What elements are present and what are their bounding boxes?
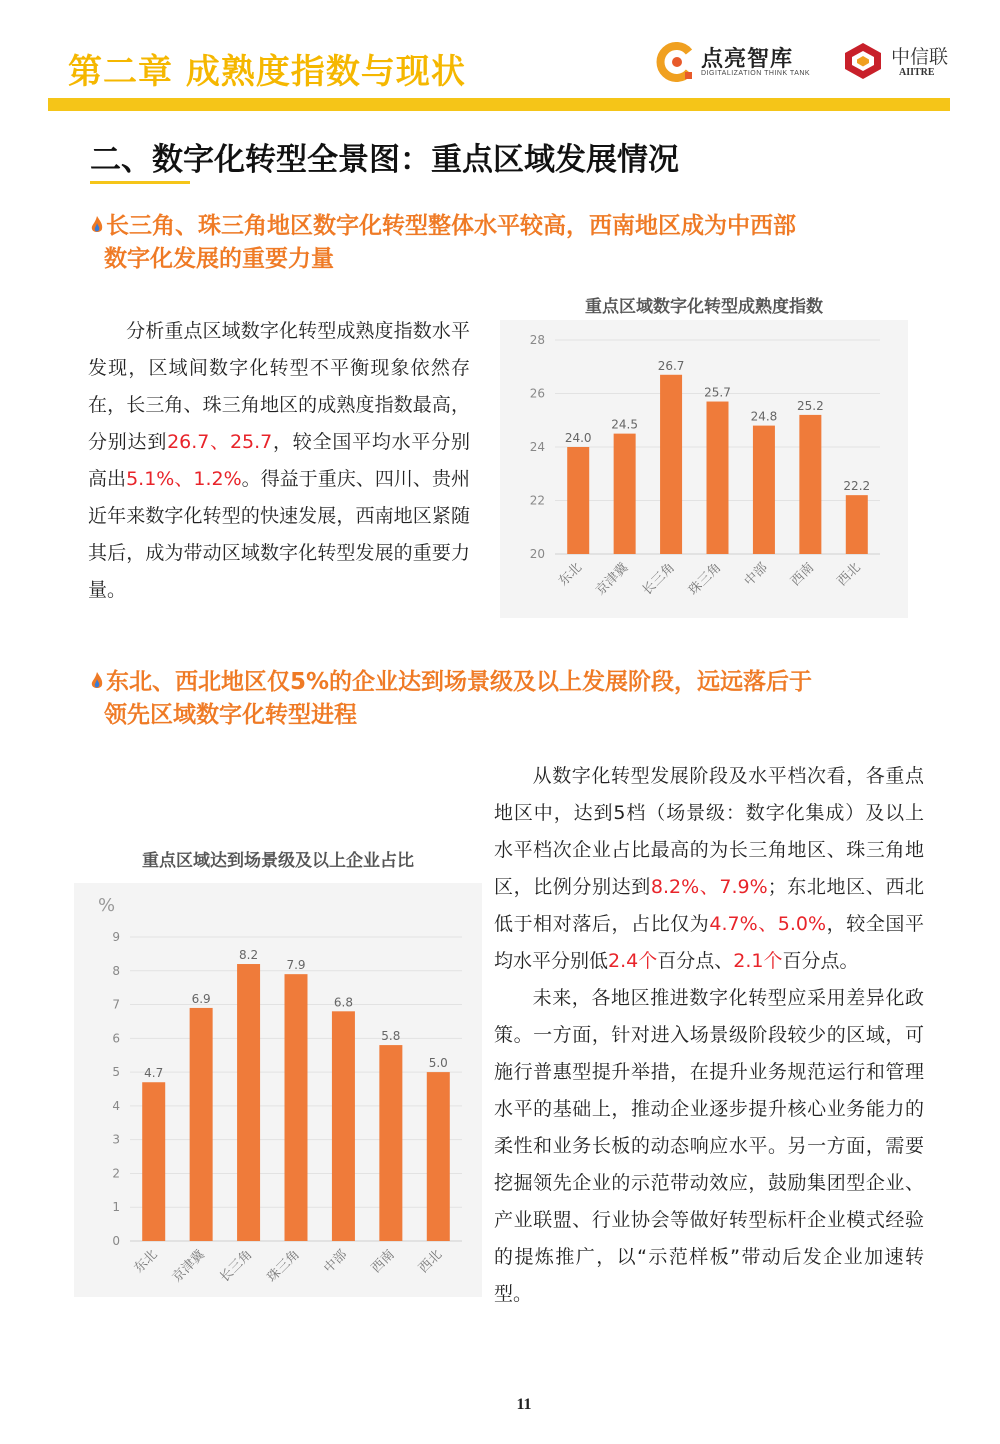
- chart-2-data-label: 6.8: [333, 995, 353, 1010]
- chart-1-data-label: 26.7: [657, 358, 685, 373]
- chart-2-y-tick-label: 5: [112, 1065, 120, 1080]
- chart-1-data-label: 25.7: [704, 385, 731, 400]
- paragraph-1-text-c: 。得益于重庆、四川、贵州近年来数字化转型的快速发展，西南地区紧随其后，成为带动区域数字化转型发展的重要力量。: [88, 468, 470, 601]
- chart-2-y-tick-label: 8: [112, 963, 120, 978]
- chart-2-data-label: 5.0: [428, 1056, 448, 1071]
- chart-1-svg: [500, 320, 908, 618]
- chart-1-bar: [846, 495, 868, 554]
- chart-2-data-label: 4.7: [144, 1066, 164, 1081]
- chart-2-bar: [427, 1072, 450, 1241]
- subheading-2-line2: 领先区域数字化转型进程: [104, 702, 357, 728]
- chart-2-bar: [332, 1011, 355, 1241]
- subheading-1-line1: 长三角、珠三角地区数字化转型整体水平较高，西南地区成为中西部: [106, 213, 796, 239]
- chart-2-x-tick-label: 东北: [131, 1247, 161, 1277]
- chart-2-y-tick-label: 7: [112, 997, 120, 1012]
- diangliang-logo-icon: [655, 42, 695, 82]
- chart-2-x-tick-label: 西北: [416, 1247, 446, 1277]
- paragraph-2-text-d: 百分点、: [657, 950, 734, 972]
- paragraph-2-text-b: ；东北地区、西北低于相对落后，占比仅为: [494, 876, 924, 935]
- chart-2-title: 重点区域达到场景级及以上企业占比: [142, 851, 414, 871]
- chart-1-y-tick-label: 24: [529, 440, 545, 454]
- paragraph-2-text-a: 从数字化转型发展阶段及水平档次看，各重点地区中，达到5档（场景级：数字化集成）及以上水平档次企业占比最高的为长三角地区、珠三角地区，比例分别达到: [494, 765, 924, 898]
- chart-1-data-label: 25.2: [796, 398, 824, 413]
- chart-1-data-label: 24.0: [564, 431, 592, 445]
- chart-1-y-tick-label: 20: [529, 547, 545, 561]
- chart-1-x-tick-label: 东北: [556, 560, 586, 590]
- chart-1-bar: [614, 434, 636, 554]
- subheading-1: [90, 210, 910, 276]
- paragraph-1-text-a: 分析重点区域数字化转型成熟度指数水平发现，区域间数字化转型不平衡现象依然存在，长三角、珠三角地区的成熟度指数最高，分别达到: [88, 320, 470, 453]
- paragraph-2-highlight-b: 4.7%、5.0%: [709, 913, 827, 935]
- chart-2: [74, 883, 482, 1297]
- chart-1-title: 重点区域数字化转型成熟度指数: [585, 297, 823, 317]
- chart-2-x-tick-label: 珠三角: [264, 1247, 303, 1286]
- chart-2-bar: [190, 1008, 213, 1241]
- paragraph-2-highlight-d: 2.1个: [733, 950, 783, 972]
- chart-2-data-label: 7.9: [286, 958, 306, 973]
- paragraph-2-text-e: 百分点。: [782, 950, 859, 972]
- subheading-1-line2: 数字化发展的重要力量: [104, 246, 334, 272]
- chart-2-x-tick-label: 长三角: [217, 1247, 256, 1286]
- paragraph-2-text-c: ，较全国平均水平分别低: [494, 913, 924, 972]
- chart-1-bar: [660, 375, 682, 554]
- paragraph-3-text: 未来，各地区推进数字化转型应采用差异化政策。一方面，针对进入场景级阶段较少的区域，可施行普惠型提升举措，在提升业务规范运行和管理水平的基础上，推动企业逐步提升核心业务能力的柔性和业务长板的动态响应水平。另一方面，需要挖掘领先企业的示范带动效应，鼓励集团型企业、产业联盟、行业协会等做好转型标杆企业模式经验的提炼推广，以“示范样板”带动后发企业加速转型。: [494, 987, 924, 1305]
- chart-1-x-tick-label: 京津冀: [593, 560, 632, 599]
- chart-2-x-tick-label: 京津冀: [169, 1247, 208, 1286]
- paragraph-2-highlight-a: 8.2%、7.9%: [650, 876, 768, 898]
- paragraph-2-highlight-c: 2.4个: [608, 950, 658, 972]
- paragraph-1-highlight-a: 26.7、25.7: [167, 431, 273, 453]
- chart-1-data-label: 24.8: [750, 409, 778, 424]
- chart-2-y-tick-label: 0: [112, 1234, 120, 1248]
- chart-2-y-tick-label: 9: [112, 930, 120, 944]
- paragraph-1: [88, 313, 470, 609]
- chart-1-x-tick-label: 西北: [834, 560, 864, 590]
- paragraph-2: [494, 758, 924, 1313]
- chart-2-x-tick-label: 西南: [368, 1247, 398, 1277]
- chart-1-y-tick-label: 26: [529, 386, 545, 401]
- chart-2-y-tick-label: 4: [112, 1098, 120, 1113]
- chart-2-y-tick-label: 3: [112, 1132, 120, 1147]
- chart-1-x-tick-label: 珠三角: [686, 560, 725, 599]
- paragraph-1-highlight-b: 5.1%、1.2%: [126, 468, 242, 490]
- chart-1-x-tick-label: 西南: [788, 560, 818, 590]
- diangliang-logo: [655, 40, 825, 84]
- chapter-title: 第二章 成熟度指数与现状: [68, 52, 466, 92]
- chart-1-y-tick-label: 28: [529, 333, 545, 347]
- chart-2-svg: [74, 883, 482, 1297]
- chart-2-bar: [285, 974, 308, 1241]
- page-number: 11: [516, 1396, 532, 1413]
- paragraph-1-text-b: ，较全国平均水平分别高出: [88, 431, 470, 490]
- chart-2-y-tick-label: 6: [112, 1031, 120, 1046]
- aiitre-logo: [843, 40, 953, 84]
- chart-1-x-tick-label: 长三角: [639, 560, 678, 599]
- subheading-2-line1: 东北、西北地区仅5%的企业达到场景级及以上发展阶段，远远落后于: [106, 669, 813, 695]
- chart-2-bar: [142, 1082, 165, 1241]
- logo-partner-subtext: AIITRE: [899, 67, 935, 78]
- chart-1-data-label: 24.5: [611, 417, 639, 432]
- chart-2-bar: [379, 1045, 402, 1241]
- chart-1-bar: [799, 415, 821, 554]
- logo-main-text: 点亮智库: [701, 47, 794, 72]
- chart-1-x-tick-label: 中部: [741, 560, 771, 590]
- chart-1-bar: [567, 447, 589, 554]
- logo-main-subtext: DIGITALIZATION THINK TANK: [701, 70, 811, 77]
- chart-2-y-tick-label: 2: [112, 1166, 120, 1181]
- flame-bullet-icon: [90, 671, 104, 691]
- logo-partner-text: 中信联: [891, 46, 949, 68]
- chart-2-x-tick-label: 中部: [321, 1247, 351, 1277]
- chart-1-bar: [753, 426, 775, 554]
- chart-1: [500, 320, 908, 618]
- chart-2-bar: [237, 964, 260, 1241]
- section-title-underline: [90, 181, 190, 184]
- flame-bullet-icon: [90, 215, 104, 235]
- chart-1-bar: [707, 402, 729, 554]
- header-divider-bar: [48, 98, 950, 111]
- chart-2-data-label: 8.2: [239, 948, 259, 963]
- aiitre-logo-icon: [843, 42, 883, 80]
- chart-2-data-label: 6.9: [191, 991, 211, 1006]
- chart-2-unit-label: %: [98, 895, 116, 916]
- chart-1-data-label: 22.2: [843, 479, 871, 494]
- subheading-2: [90, 666, 930, 732]
- chart-2-y-tick-label: 1: [112, 1200, 120, 1215]
- section-title: 二、数字化转型全景图：重点区域发展情况: [90, 142, 679, 178]
- chart-2-data-label: 5.8: [381, 1029, 401, 1044]
- chart-1-y-tick-label: 22: [529, 493, 545, 508]
